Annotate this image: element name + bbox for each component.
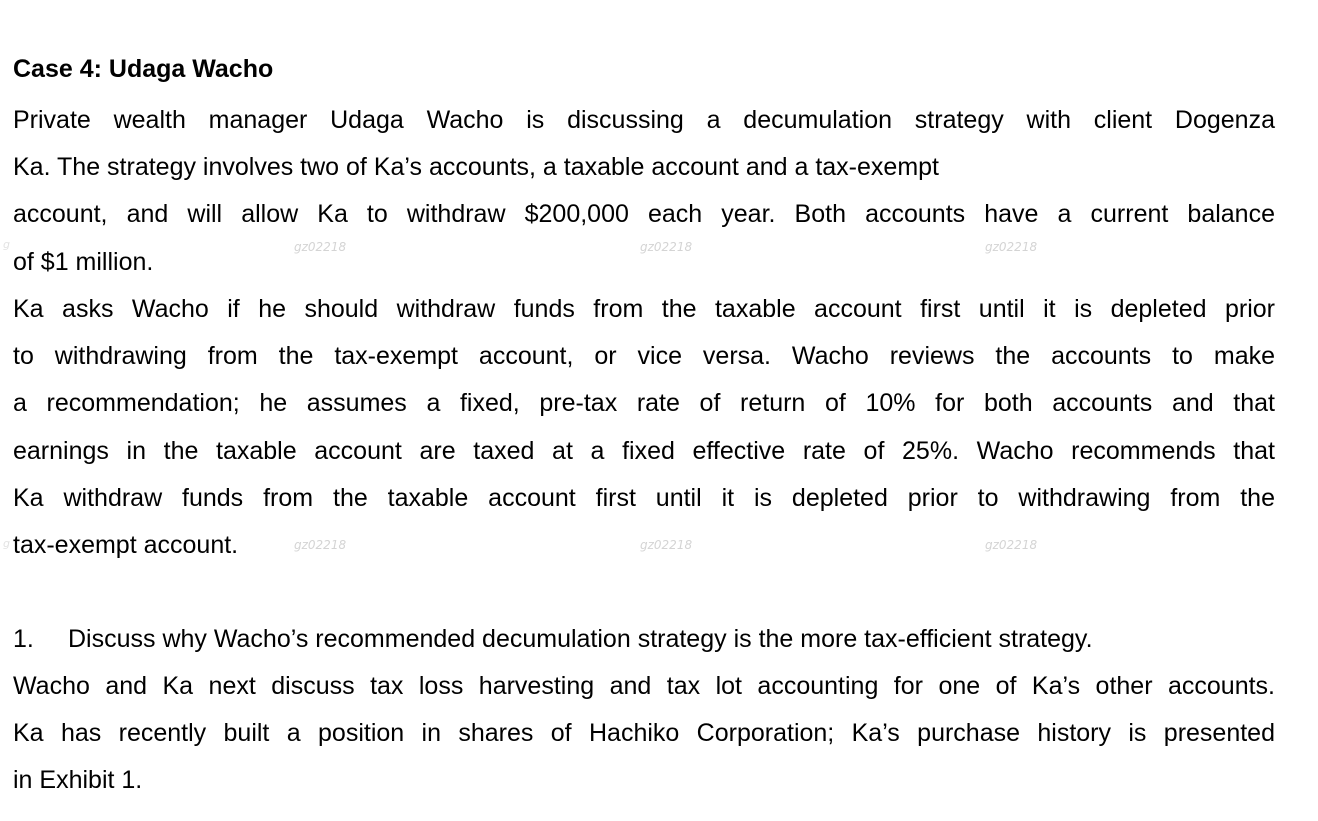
watermark: gz02218 — [640, 240, 693, 254]
text-line: of $1 million. — [13, 247, 154, 276]
question-1 — [13, 616, 1275, 663]
text-line: Ka. The strategy involves two of Ka’s accounts, a taxable account and a tax-exempt — [13, 153, 939, 182]
text-line: a recommendation; he assumes a fixed, pre-tax rate of return of 10% for both accounts and that — [13, 389, 1275, 418]
watermark: gz02218 — [640, 538, 693, 552]
paragraph-tax-lot — [13, 663, 1275, 805]
text-line: to withdrawing from the tax-exempt account, or vice versa. Wacho reviews the accounts to make — [13, 342, 1275, 371]
text-line: Private wealth manager Udaga Wacho is discussing a decumulation strategy with client Dogenza — [13, 106, 1275, 134]
text-line: Wacho and Ka next discuss tax loss harvesting and tax lot accounting for one of Ka’s other accounts. — [13, 672, 1275, 700]
text-line: Ka withdraw funds from the taxable account first until it is depleted prior to withdrawing from the — [13, 483, 1275, 512]
text-line: Ka has recently built a position in shares of Hachiko Corporation; Ka’s purchase history is presented — [13, 719, 1275, 748]
watermark: gz02218 — [294, 538, 347, 552]
case-heading: Case 4: Udaga Wacho — [13, 55, 274, 83]
watermark-edge: g — [3, 238, 10, 251]
question-line — [13, 616, 1275, 663]
text-line: Ka asks Wacho if he should withdraw funds from the taxable account first until it is depleted prior — [13, 295, 1275, 323]
watermark: gz02218 — [294, 240, 347, 254]
text-line: in Exhibit 1. — [13, 766, 143, 795]
text-line: earnings in the taxable account are taxed at a fixed effective rate of 25%. Wacho recommends that — [13, 436, 1275, 465]
text-line: tax-exempt account. — [13, 530, 239, 559]
question-number: 1. — [13, 625, 34, 653]
watermark: gz02218 — [985, 538, 1038, 552]
watermark: gz02218 — [985, 240, 1038, 254]
paragraph-recommendation — [13, 286, 1275, 569]
text-line: account, and will allow Ka to withdraw $200,000 each year. Both accounts have a current balance — [13, 200, 1275, 229]
question-text: Discuss why Wacho’s recommended decumulation strategy is the more tax-efficient strategy. — [68, 625, 1093, 653]
paragraph-intro — [13, 97, 1275, 286]
watermark-edge: g — [3, 537, 10, 550]
